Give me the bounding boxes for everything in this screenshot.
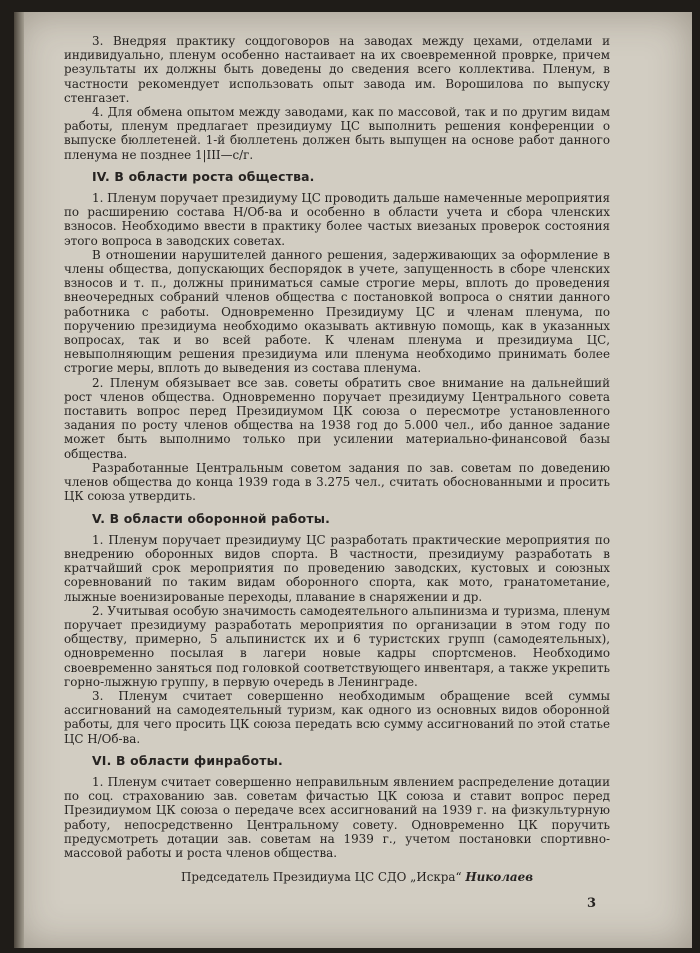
section-5-heading: V. В области оборонной работы. <box>92 510 331 526</box>
section-4-paragraph: 2. Пленум обязывает все зав. советы обратить свое внимание на дальнейший рост членов общества. Одновременно поручает президиуму Центрального совета поставить вопрос перед Президиумом ЦК союза о пересмотре установленного задания по росту членов общества на 1938 год до 5.000 чел., ибо данное задание может быть выполнимо только при усилении материально-финансовой базы общества. <box>64 375 610 461</box>
section-5-paragraph: 3. Пленум считает совершенно необходимым обращение всей суммы ассигнований на самодеятельный туризм, как одного из основных видов оборонной работы, для чего просить ЦК союза передать всю сумму ассигнований по этой статье ЦС Н/Об-ва. <box>64 688 610 746</box>
signature-title: Председатель Президиума ЦС СДО „Искра“ <box>180 870 462 885</box>
page-binding <box>14 12 24 948</box>
document-body <box>64 34 610 884</box>
section-4-heading: IV. В области роста общества. <box>92 168 315 184</box>
section-4-paragraph: В отношении нарушителей данного решения, задерживающих за оформление в члены общества, допускающих беспорядок в учете, запущенность в сборе членских взносов и т. п., должны приниматься самые строгие меры, вплоть до проведения внеочередных собраний членов общества с постановкой вопроса о снятии данного работника с работы. Одновременно Президиуму ЦС и членам пленума, по поручению президиума необходимо оказывать активную помощь, как в указанных вопросах, так и во всей работе. К членам пленума и президиума ЦС, невыполняющим решения президиума или пленума необходимо принимать более строгие меры, вплоть до выведения из состава пленума. <box>64 247 610 376</box>
section-4-paragraph: 1. Пленум поручает президиуму ЦС проводить дальше намеченные мероприятия по расширению состава Н/Об-ва и особенно в области учета и сбора членских взносов. Необходимо ввести в практику более частых виезаных проверок состояния этого вопроса в заводских советах. <box>64 191 610 248</box>
signature-line <box>64 870 610 884</box>
section-6-heading: VI. В области финработы. <box>92 752 283 768</box>
paragraph-3: 3. Внедряя практику соцдоговоров на заводах между цехами, отделами и индивидуально, пленум особенно настаивает на их своевременной проврке, причем результаты их должны быть доведены до сведения всего коллектива. Пленум, в частности рекомендует использовать опыт завода им. Ворошилова по выпуску стенгазет. <box>64 34 610 105</box>
section-4-paragraph: Разработанные Центральным советом задания по зав. советам по доведению членов общества до конца 1939 года в 3.275 чел., считать обоснованными и просить ЦК союза утвердить. <box>64 460 610 504</box>
section-5-paragraph: 1. Пленум поручает президиуму ЦС разработать практические мероприятия по внедрению оборонных видов спорта. В частности, президиуму разработать в кратчайший срок мероприятия по проведению заводских, кустовых и союзных соревнований по таким видам оборонного спорта, как мото, гранатометание, лыжные военизированые переходы, плавание в снаряжении и др. <box>64 532 610 604</box>
paragraph-4: 4. Для обмена опытом между заводами, как по массовой, так и по другим видам работы, пленум предлагает президиуму ЦС выполнить решения конференции о выпуске бюллетеней. 1-й бюллетень должен быть выпущен на основе работ данного пленума не позднее 1|III—с/г. <box>64 105 610 162</box>
section-5-paragraph: 2. Учитывая особую значимость самодеятельного альпинизма и туризма, пленум поручает президиуму разработать мероприятия по организации в этом году по обществу, примерно, 5 альпинистск их и 6 туристских групп (самодеятельных), одновременно посылая в лагери новые кадры спортсменов. Необходимо своевременно заняться под головкой соответствующего инвентаря, а также укрепить горно-лыжную группу, в первую очередь в Ленинграде. <box>64 603 610 689</box>
page-number: 3 <box>587 896 597 911</box>
signature-name: Николаев <box>465 870 534 885</box>
section-6-paragraph: 1. Пленум считает совершенно неправильным явлением распределение дотации по соц. страхованию зав. советам фичастью ЦК союза и ставит вопрос перед Президиумом ЦК союза о передаче всех ассигнований на 1939 г. на физкультурную работу, непосредственно Центральному совету. Одновременно ЦК поручить предусмотреть дотации зав. советам на 1939 г., учетом постановки спортивно-массовой работы и роста членов общества. <box>64 774 610 860</box>
